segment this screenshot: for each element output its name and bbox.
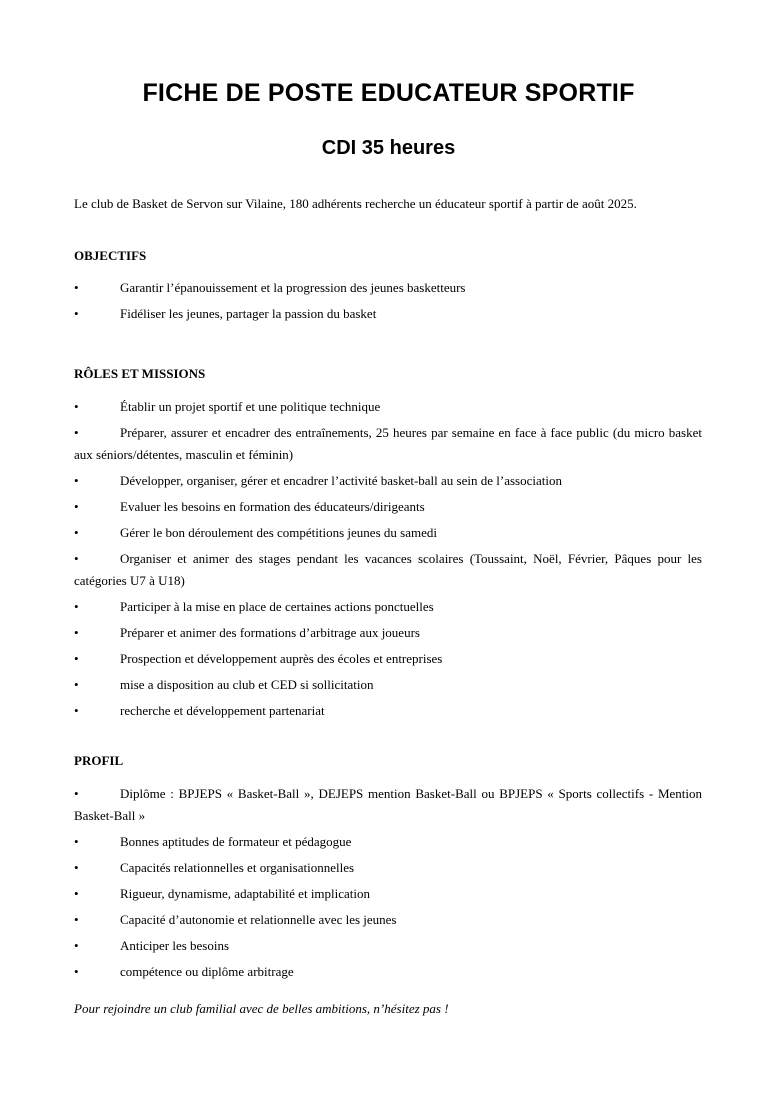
- bullet-icon: •: [74, 834, 79, 849]
- objectifs-heading: OBJECTIFS: [74, 248, 147, 263]
- bullet-icon: •: [74, 525, 79, 540]
- list-item-text: Garantir l’épanouissement et la progression des jeunes basketteurs: [120, 280, 466, 295]
- closing-sentence: Pour rejoindre un club familial avec de belles ambitions, n’hésitez pas !: [74, 1001, 449, 1016]
- list-item-text: compétence ou diplôme arbitrage: [120, 964, 294, 979]
- bullet-icon: •: [74, 703, 79, 718]
- list-item: [74, 396, 702, 418]
- list-item-text: Evaluer les besoins en formation des éducateurs/dirigeants: [120, 499, 425, 514]
- list-item-text: Gérer le bon déroulement des compétitions jeunes du samedi: [120, 525, 437, 540]
- list-item: [74, 596, 702, 618]
- list-item: [74, 883, 702, 905]
- bullet-icon: •: [74, 886, 79, 901]
- roles-heading: RÔLES ET MISSIONS: [74, 366, 206, 381]
- profil-heading: PROFIL: [74, 753, 124, 768]
- bullet-icon: •: [74, 912, 79, 927]
- list-item-text: Participer à la mise en place de certaines actions ponctuelles: [120, 599, 434, 614]
- bullet-icon: •: [74, 599, 79, 614]
- list-item-text: Rigueur, dynamisme, adaptabilité et implication: [120, 886, 371, 901]
- bullet-icon: •: [74, 499, 79, 514]
- bullet-icon: •: [74, 473, 79, 488]
- list-item-text: Capacité d’autonomie et relationnelle avec les jeunes: [120, 912, 397, 927]
- objectifs-list: [74, 277, 702, 329]
- list-item-text: Développer, organiser, gérer et encadrer l’activité basket-ball au sein de l’association: [120, 473, 562, 488]
- bullet-icon: •: [74, 551, 79, 566]
- list-item-text: Anticiper les besoins: [120, 938, 230, 953]
- page-title: FICHE DE POSTE EDUCATEUR SPORTIF: [142, 79, 635, 107]
- list-item-text: Fidéliser les jeunes, partager la passion du basket: [120, 306, 377, 321]
- list-item-text: Établir un projet sportif et une politique technique: [120, 399, 381, 414]
- list-item-text: recherche et développement partenariat: [120, 703, 325, 718]
- bullet-icon: •: [74, 399, 79, 414]
- bullet-icon: •: [74, 860, 79, 875]
- intro-paragraph: Le club de Basket de Servon sur Vilaine, 180 adhérents recherche un éducateur sportif à partir de août 2025.: [74, 196, 637, 211]
- list-item: [74, 674, 702, 696]
- bullet-icon: •: [74, 306, 79, 321]
- bullet-icon: •: [74, 938, 79, 953]
- list-item-text: Prospection et développement auprès des écoles et entreprises: [120, 651, 443, 666]
- bullet-icon: •: [74, 425, 79, 440]
- bullet-icon: •: [74, 677, 79, 692]
- list-item: [74, 548, 702, 592]
- list-item-text: Préparer, assurer et encadrer des entraînements, 25 heures par semaine en face à face public (du micro basket aux séniors/détentes, masculin et féminin): [74, 425, 702, 462]
- list-item: [74, 303, 702, 325]
- list-item-text: Préparer et animer des formations d’arbitrage aux joueurs: [120, 625, 420, 640]
- list-item: [74, 700, 702, 722]
- list-item-text: Bonnes aptitudes de formateur et pédagogue: [120, 834, 352, 849]
- bullet-icon: •: [74, 651, 79, 666]
- list-item-text: Organiser et animer des stages pendant les vacances scolaires (Toussaint, Noël, Février, Pâques pour les catégories U7 à U18): [74, 551, 702, 588]
- list-item: [74, 470, 702, 492]
- bullet-icon: •: [74, 964, 79, 979]
- profil-list: [74, 783, 702, 987]
- list-item: [74, 783, 702, 827]
- list-item-text: mise a disposition au club et CED si sollicitation: [120, 677, 374, 692]
- roles-list: [74, 396, 702, 726]
- page-subtitle: CDI 35 heures: [321, 137, 456, 159]
- list-item: [74, 831, 702, 853]
- list-item: [74, 622, 702, 644]
- list-item: [74, 422, 702, 466]
- list-item: [74, 496, 702, 518]
- bullet-icon: •: [74, 280, 79, 295]
- list-item: [74, 935, 702, 957]
- list-item-text: Diplôme : BPJEPS « Basket-Ball », DEJEPS mention Basket-Ball ou BPJEPS « Sports collectifs - Mention Basket-Ball »: [74, 786, 702, 823]
- list-item: [74, 522, 702, 544]
- bullet-icon: •: [74, 786, 79, 801]
- list-item-text: Capacités relationnelles et organisationnelles: [120, 860, 355, 875]
- bullet-icon: •: [74, 625, 79, 640]
- list-item: [74, 648, 702, 670]
- list-item: [74, 909, 702, 931]
- list-item: [74, 857, 702, 879]
- list-item: [74, 277, 702, 299]
- list-item: [74, 961, 702, 983]
